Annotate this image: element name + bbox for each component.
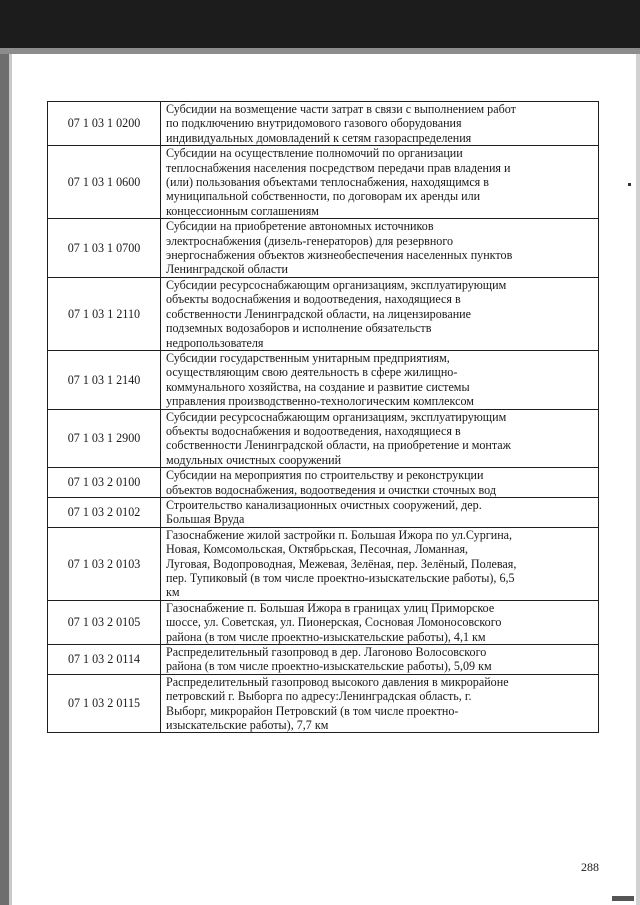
table-row — [48, 219, 599, 278]
budget-description — [161, 277, 599, 350]
description-line: Субсидии на приобретение автономных источников — [166, 219, 434, 234]
scan-speck — [628, 183, 631, 186]
budget-description — [161, 219, 599, 278]
description-line: по подключению внутридомового газового оборудования — [166, 116, 462, 131]
budget-description — [161, 146, 599, 219]
budget-code: 07 1 03 2 0100 — [48, 468, 161, 498]
budget-code: 07 1 03 1 2140 — [48, 350, 161, 409]
description-line: энергоснабжения объектов жизнеобеспечения населенных пунктов — [166, 248, 513, 263]
scan-top-border — [0, 0, 640, 48]
description-line: района (в том числе проектно-изыскательские работы), 4,1 км — [166, 629, 486, 644]
description-line: Субсидии на осуществление полномочий по организации — [166, 146, 463, 161]
description-line: Строительство канализационных очистных сооружений, дер. — [166, 497, 482, 512]
budget-code: 07 1 03 2 0103 — [48, 527, 161, 600]
table-row — [48, 645, 599, 675]
budget-code: 07 1 03 1 2110 — [48, 277, 161, 350]
description-line: Распределительный газопровод в дер. Лагоново Волосовского — [166, 645, 487, 660]
scan-right-border — [636, 54, 640, 905]
description-line: осуществляющим свою деятельность в сфере жилищно- — [166, 365, 458, 380]
budget-code: 07 1 03 2 0105 — [48, 600, 161, 644]
description-line: петровский г. Выборга по адресу:Ленинградская область, г. — [166, 689, 472, 704]
description-line: электроснабжения (дизель-генераторов) для резервного — [166, 233, 454, 248]
budget-description — [161, 102, 599, 146]
description-line: управления производственно-технологическим комплексом — [166, 394, 474, 409]
scan-corner-mark — [612, 896, 634, 901]
description-line: объекты водоснабжения и водоотведения, находящиеся в — [166, 292, 461, 307]
description-line: пер. Тупиковый (в том числе проектно-изыскательские работы), 6,5 — [166, 571, 515, 585]
description-line: изыскательские работы), 7,7 км — [166, 718, 329, 733]
description-line: объектов водоснабжения, водоотведения и очистки сточных вод — [166, 482, 497, 497]
budget-code: 07 1 03 1 0700 — [48, 219, 161, 278]
description-line: шоссе, ул. Советская, ул. Пионерская, Сосновая Ломоносовского — [166, 615, 502, 630]
table-body — [48, 102, 599, 733]
budget-description — [161, 468, 599, 498]
description-line: Газоснабжение жилой застройки п. Большая Ижора по ул.Сургина, — [166, 527, 513, 542]
description-line: Луговая, Водопроводная, Межевая, Зелёная, пер. Зелёный, Полевая, — [166, 556, 517, 571]
budget-code: 07 1 03 1 2900 — [48, 409, 161, 468]
description-line: (или) пользования объектами теплоснабжения, находящимся в — [166, 175, 489, 190]
description-line: Газоснабжение п. Большая Ижора в границах улиц Приморское — [166, 600, 495, 615]
table-row — [48, 527, 599, 600]
description-line: Субсидии на возмещение части затрат в связи с выполнением работ — [166, 102, 516, 116]
budget-code: 07 1 03 2 0114 — [48, 645, 161, 675]
budget-code: 07 1 03 1 0200 — [48, 102, 161, 146]
budget-description — [161, 497, 599, 527]
scan-left-shadow — [9, 54, 12, 905]
table-row — [48, 600, 599, 644]
description-line: собственности Ленинградской области, на приобретение и монтаж — [166, 438, 512, 453]
budget-description — [161, 674, 599, 733]
description-line: км — [166, 585, 180, 600]
table-row — [48, 409, 599, 468]
description-line: Субсидии ресурсоснабжающим организациям, эксплуатирующим — [166, 277, 507, 292]
budget-code: 07 1 03 2 0102 — [48, 497, 161, 527]
table-row — [48, 674, 599, 733]
description-line: Новая, Комсомольская, Октябрьская, Песочная, Ломанная, — [166, 542, 469, 557]
description-line: индивидуальных домовладений к сетям газораспределения — [166, 130, 472, 145]
description-line: Большая Вруда — [166, 512, 245, 527]
description-line: района (в том числе проектно-изыскательские работы), 5,09 км — [166, 659, 492, 674]
table-row — [48, 277, 599, 350]
scan-top-shadow — [0, 48, 640, 54]
budget-code: 07 1 03 1 0600 — [48, 146, 161, 219]
description-line: концессионным соглашениям — [166, 203, 319, 218]
table-row — [48, 102, 599, 146]
scan-left-border — [0, 54, 9, 905]
description-line: Выборг, микрорайон Петровский (в том числе проектно- — [166, 703, 459, 718]
table-row — [48, 146, 599, 219]
budget-description — [161, 600, 599, 644]
budget-codes-table — [47, 101, 599, 733]
description-line: коммунального хозяйства, на создание и развитие системы — [166, 379, 470, 394]
budget-description — [161, 527, 599, 600]
table-row — [48, 497, 599, 527]
description-line: Субсидии ресурсоснабжающим организациям, эксплуатирующим — [166, 409, 507, 424]
budget-description — [161, 645, 599, 675]
table-row — [48, 350, 599, 409]
description-line: собственности Ленинградской области, на лицензирование — [166, 306, 472, 321]
description-line: модульных очистных сооружений — [166, 452, 342, 467]
description-line: Субсидии государственным унитарным предприятиям, — [166, 350, 450, 365]
description-line: муниципальной собственности, по договорам их аренды или — [166, 189, 481, 204]
budget-description — [161, 350, 599, 409]
description-line: теплоснабжения населения посредством передачи прав владения и — [166, 160, 511, 175]
page-number: 288 — [581, 860, 599, 874]
description-line: Субсидии на мероприятия по строительству и реконструкции — [166, 468, 484, 483]
description-line: Распределительный газопровод высокого давления в микрорайоне — [166, 674, 509, 689]
description-line: Ленинградской области — [166, 262, 289, 277]
description-line: подземных водозаборов и исполнение обязательств — [166, 321, 432, 336]
budget-code: 07 1 03 2 0115 — [48, 674, 161, 733]
description-line: недропользователя — [166, 335, 264, 350]
description-line: объекты водоснабжения и водоотведения, находящиеся в — [166, 423, 461, 438]
table-row — [48, 468, 599, 498]
budget-description — [161, 409, 599, 468]
